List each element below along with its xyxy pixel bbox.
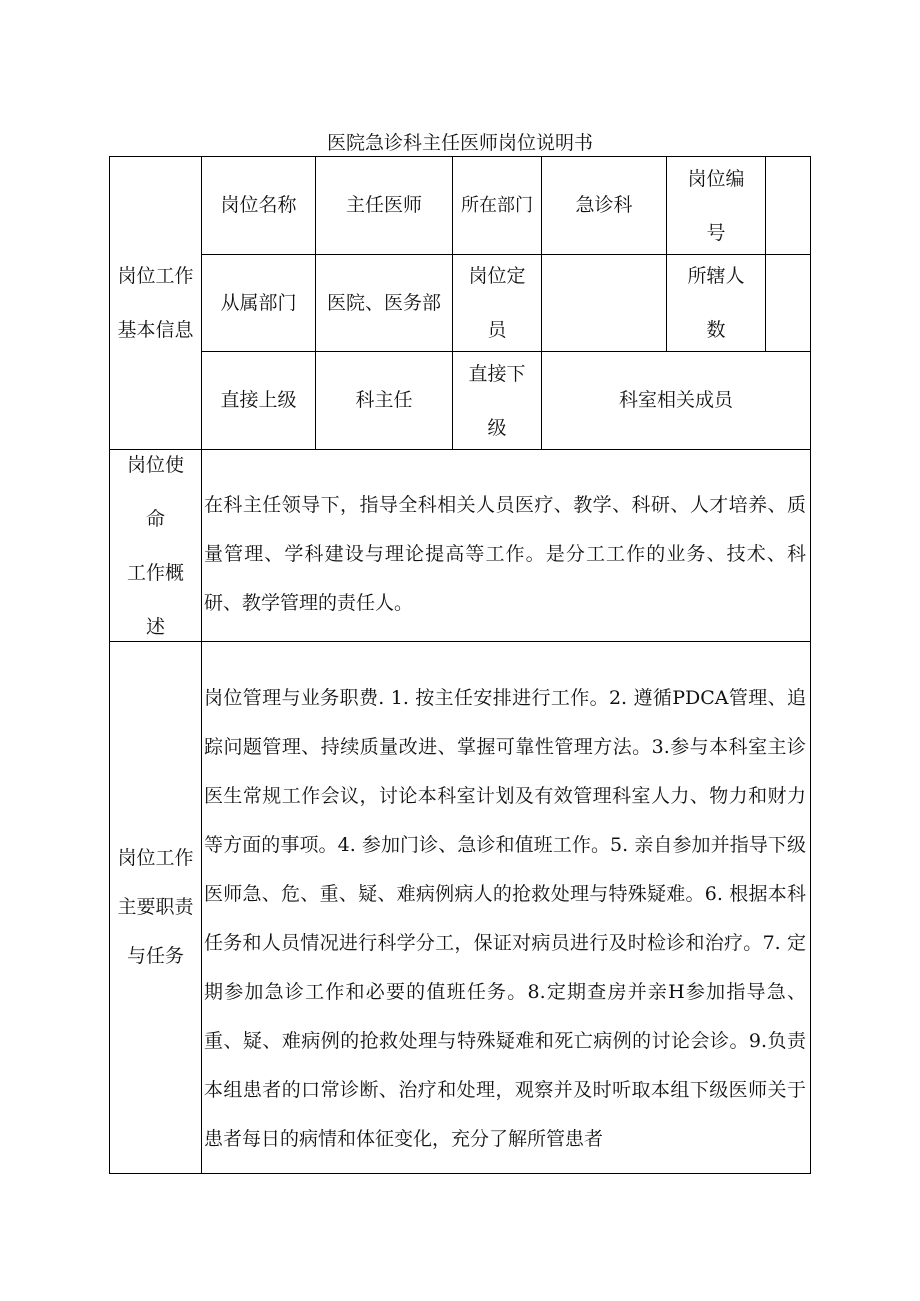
direct-superior-label: 直接上级 (220, 389, 297, 411)
department-value: 急诊科 (575, 194, 633, 216)
direct-superior-value: 科主任 (355, 389, 413, 411)
parent-department-value: 医院、医务部 (326, 291, 441, 314)
post-number-value (766, 157, 810, 254)
direct-subordinate-label: 直接下 级 (468, 362, 526, 439)
staff-count-value (766, 255, 810, 351)
duties-text: 岗位管理与业务职费. 1. 按主任安排进行工作。2. 遵循PDCA管理、追踪问题管理、持续质量改进、掌握可靠性管理方法。3.参与本科室主诊医生常规工作会议，讨论本科室计划及有效管理科室人力、物力和财力等方面的事项。4. 参加门诊、急诊和值班工作。5. 亲自参加并指导下级医师急、危、重、疑、难病例病人的抢救处理与特殊疑难。6. 根据本科任务和人员情况进行科学分工，保证对病员进行及时检诊和治疗。7. 定期参加急诊工作和必要的值班任务。8.定期查房并亲H参加指导急、重、疑、难病例的抢救处理与特殊疑难和死亡病例的讨论会诊。9.负责本组患者的口常诊断、治疗和处理，观察并及时听取本组下级医师关于患者每日的病情和体征变化，充分了解所管患者 (204, 687, 806, 1150)
post-number-label: 岗位编 号 (687, 167, 745, 244)
staff-count-label: 所辖人 数 (687, 265, 745, 341)
post-name-label: 岗位名称 (220, 194, 297, 216)
post-name-value: 主任医师 (345, 194, 422, 216)
mission-overview-text: 在科主任领导下，指导全科相关人员医疗、教学、科研、人才培养、质量管理、学科建设与理论提高等工作。是分工工作的业务、技术、科研、教学管理的责任人。 (204, 494, 806, 614)
post-quota-value (542, 255, 666, 351)
parent-department-label: 从属部门 (220, 291, 297, 314)
duties-section-label: 岗位工作 主要职责 与任务 (117, 847, 194, 967)
basic-info-section-label: 岗位工作 基本信息 (117, 265, 194, 341)
post-quota-label: 岗位定 员 (468, 265, 526, 341)
direct-subordinate-value: 科室相关成员 (618, 389, 733, 411)
document-title: 医院急诊科主任医师岗位说明书 (326, 132, 593, 154)
department-label: 所在部门 (461, 194, 533, 216)
mission-section-label: 岗位使 命 工作概 述 (126, 453, 184, 638)
